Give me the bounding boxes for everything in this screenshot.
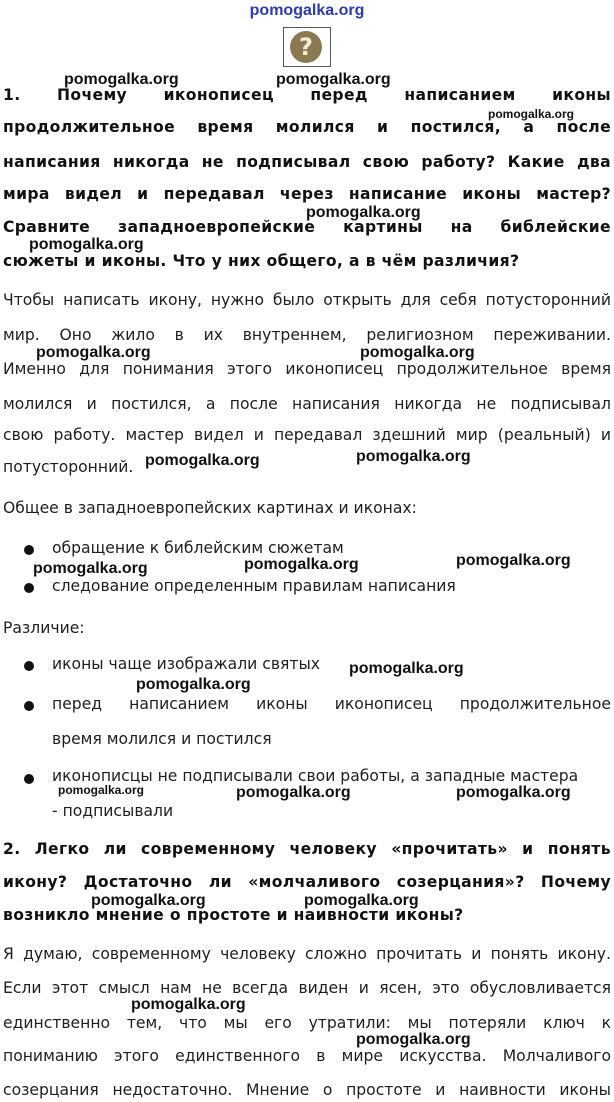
watermark: pomogalka.org [488, 107, 575, 121]
question-1-line: мира видел и передавал через написание иконы мастер? [3, 185, 611, 203]
difference-item-cont: - подписывали [52, 802, 174, 820]
answer-2-line: Я думаю, современному человеку сложно прочитать и понять икону. [3, 945, 611, 963]
difference-item: иконы чаще изображали святых [52, 655, 321, 673]
watermark: pomogalka.org [306, 204, 421, 221]
site-header[interactable]: pomogalka.org [249, 2, 365, 19]
question-2-line: возникло мнение о простоте и наивности иконы? [3, 906, 464, 924]
question-1-line: 1. Почему иконописец перед написанием иконы [3, 86, 611, 104]
bullet-icon [24, 774, 34, 784]
question-1-line: написания никогда не подписывал свою работу? Какие два [3, 153, 611, 171]
watermark: pomogalka.org [456, 552, 571, 569]
question-1-line: продолжительное время молился и постился, а после [3, 118, 611, 136]
watermark: pomogalka.org [349, 660, 464, 677]
watermark: pomogalka.org [244, 556, 359, 573]
answer-1-line: свою работу. мастер видел и передавал здешний мир (реальный) и [3, 426, 611, 444]
bullet-icon [24, 661, 34, 671]
watermark: pomogalka.org [91, 892, 206, 909]
watermark: pomogalka.org [36, 344, 151, 361]
watermark: pomogalka.org [145, 452, 260, 469]
difference-item: перед написанием иконы иконописец продолжительное [52, 695, 611, 713]
watermark: pomogalka.org [356, 1031, 471, 1048]
watermark: pomogalka.org [356, 448, 471, 465]
answer-1-line: мир. Оно жило в их внутреннем, религиозном переживании. [3, 326, 611, 344]
answer-1-line: Именно для понимания этого иконописец продолжительное время [3, 360, 611, 378]
watermark: pomogalka.org [456, 784, 571, 801]
answer-1-line: потусторонний. [3, 458, 134, 476]
watermark: pomogalka.org [29, 236, 144, 253]
question-2-line: икону? Достаточно ли «молчаливого созерцания»? Почему [3, 873, 611, 891]
watermark: pomogalka.org [304, 892, 419, 909]
difference-item: иконописцы не подписывали свои работы, а западные мастера [52, 767, 579, 785]
watermark: pomogalka.org [276, 71, 391, 88]
answer-1-line: Чтобы написать икону, нужно было открыть для себя потусторонний [3, 291, 611, 309]
answer-2-line: единственно тем, что мы его утратили: мы потеряли ключ к [3, 1014, 611, 1032]
difference-intro: Различие: [3, 619, 85, 637]
question-1-line: сюжеты и иконы. Что у них общего, а в чём различия? [3, 252, 520, 270]
difference-item-cont: время молился и постился [52, 730, 272, 748]
watermark: pomogalka.org [131, 996, 246, 1013]
answer-2-line: Если этот смысл нам не всегда виден и ясен, это обусловливается [3, 979, 611, 997]
watermark: pomogalka.org [236, 784, 351, 801]
common-intro: Общее в западноевропейских картинах и иконах: [3, 499, 417, 517]
bullet-icon [24, 583, 34, 593]
watermark: pomogalka.org [64, 71, 179, 88]
common-item: следование определенным правилам написания [52, 577, 456, 595]
question-icon-frame [283, 27, 331, 67]
watermark: pomogalka.org [33, 560, 148, 577]
answer-2-line: созерцания недостаточно. Мнение о простоте и наивности иконы [3, 1081, 611, 1099]
question-1-line: Сравните западноевропейские картины на библейские [3, 218, 611, 236]
question-icon: ? [290, 31, 322, 63]
bullet-icon [24, 545, 34, 555]
bullet-icon [24, 701, 34, 711]
answer-2-line: пониманию этого единственного в мире искусства. Молчаливого [3, 1047, 611, 1065]
question-2-line: 2. Легко ли современному человеку «прочитать» и понять [3, 840, 611, 858]
common-item: обращение к библейским сюжетам [52, 539, 344, 557]
watermark: pomogalka.org [360, 344, 475, 361]
answer-1-line: молился и постился, а после написания никогда не подписывал [3, 395, 611, 413]
watermark: pomogalka.org [136, 676, 251, 693]
watermark: pomogalka.org [58, 783, 145, 797]
